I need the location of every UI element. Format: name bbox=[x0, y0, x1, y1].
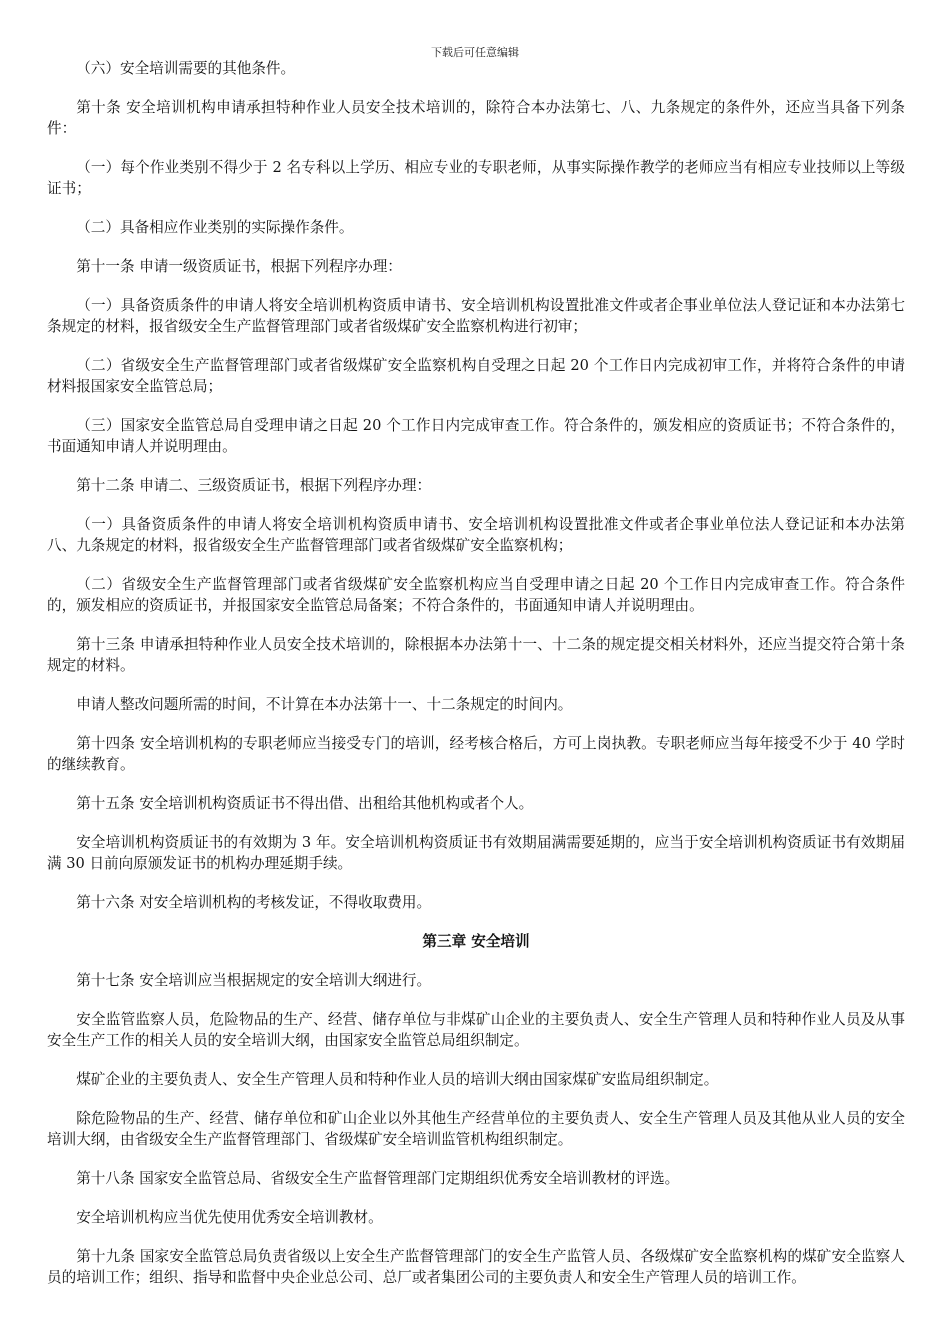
paragraph: 第十八条 国家安全监管总局、省级安全生产监督管理部门定期组织优秀安全培训教材的评选。 bbox=[76, 1170, 680, 1187]
paragraph: （二）具备相应作业类别的实际操作条件。 bbox=[76, 219, 354, 236]
header-note: 下载后可任意编辑 bbox=[431, 46, 519, 59]
paragraph: 第十四条 安全培训机构的专职老师应当接受专门的培训，经考核合格后，方可上岗执教。专职老师应当每年接受不少于 40 学时的继续教育。 bbox=[47, 735, 905, 773]
paragraph: （一）具备资质条件的申请人将安全培训机构资质申请书、安全培训机构设置批准文件或者企事业单位法人登记证和本办法第七条规定的材料，报省级安全生产监督管理部门或者省级煤矿安全监察机构进行初审； bbox=[47, 297, 905, 335]
paragraph: 安全培训机构资质证书的有效期为 3 年。安全培训机构资质证书有效期届满需要延期的，应当于安全培训机构资质证书有效期届满 30 日前向原颁发证书的机构办理延期手续。 bbox=[47, 834, 905, 872]
paragraph: 第十条 安全培训机构申请承担特种作业人员安全技术培训的，除符合本办法第七、八、九条规定的条件外，还应当具备下列条件： bbox=[47, 99, 905, 137]
paragraph: 第十九条 国家安全监管总局负责省级以上安全生产监督管理部门的安全生产监管人员、各级煤矿安全监察机构的煤矿安全监察人员的培训工作；组织、指导和监督中央企业总公司、总厂或者集团公司的主要负责人和安全生产管理人员的培训工作。 bbox=[47, 1248, 905, 1286]
paragraph: （一）具备资质条件的申请人将安全培训机构资质申请书、安全培训机构设置批准文件或者企事业单位法人登记证和本办法第八、九条规定的材料，报省级安全生产监督管理部门或者省级煤矿安全监察机构； bbox=[47, 516, 905, 554]
document-body bbox=[47, 58, 905, 1306]
paragraph: 第十一条 申请一级资质证书，根据下列程序办理： bbox=[76, 258, 402, 275]
paragraph: 煤矿企业的主要负责人、安全生产管理人员和特种作业人员的培训大纲由国家煤矿安监局组织制定。 bbox=[76, 1071, 719, 1088]
paragraph: （三）国家安全监管总局自受理申请之日起 20 个工作日内完成审查工作。符合条件的，颁发相应的资质证书；不符合条件的，书面通知申请人并说明理由。 bbox=[47, 417, 905, 455]
chapter-title: 第三章 安全培训 bbox=[422, 933, 530, 950]
paragraph: （六）安全培训需要的其他条件。 bbox=[76, 60, 296, 77]
paragraph: 第十六条 对安全培训机构的考核发证，不得收取费用。 bbox=[76, 894, 432, 911]
paragraph: （一）每个作业类别不得少于 2 名专科以上学历、相应专业的专职老师，从事实际操作教学的老师应当有相应专业技师以上等级证书； bbox=[47, 159, 905, 197]
paragraph: 除危险物品的生产、经营、储存单位和矿山企业以外其他生产经营单位的主要负责人、安全生产管理人员及其他从业人员的安全培训大纲，由省级安全生产监督管理部门、省级煤矿安全培训监管机构组织制定。 bbox=[47, 1110, 905, 1148]
paragraph: 第十三条 申请承担特种作业人员安全技术培训的，除根据本办法第十一、十二条的规定提交相关材料外，还应当提交符合第十条规定的材料。 bbox=[47, 636, 905, 674]
paragraph: 申请人整改问题所需的时间，不计算在本办法第十一、十二条规定的时间内。 bbox=[76, 696, 573, 713]
paragraph: 第十七条 安全培训应当根据规定的安全培训大纲进行。 bbox=[76, 972, 432, 989]
paragraph: 第十二条 申请二、三级资质证书，根据下列程序办理： bbox=[76, 477, 432, 494]
paragraph: 安全监管监察人员，危险物品的生产、经营、储存单位与非煤矿山企业的主要负责人、安全生产管理人员和特种作业人员及从事安全生产工作的相关人员的安全培训大纲，由国家安全监管总局组织制定。 bbox=[47, 1011, 905, 1049]
paragraph: （二）省级安全生产监督管理部门或者省级煤矿安全监察机构自受理之日起 20 个工作日内完成初审工作，并将符合条件的申请材料报国家安全监管总局； bbox=[47, 357, 905, 395]
paragraph: （二）省级安全生产监督管理部门或者省级煤矿安全监察机构应当自受理申请之日起 20 个工作日内完成审查工作。符合条件的，颁发相应的资质证书，并报国家安全监管总局备案；不符合条件的，书面通知申请人并说明理由。 bbox=[47, 576, 905, 614]
paragraph: 第十五条 安全培训机构资质证书不得出借、出租给其他机构或者个人。 bbox=[76, 795, 534, 812]
paragraph: 安全培训机构应当优先使用优秀安全培训教材。 bbox=[76, 1209, 383, 1226]
